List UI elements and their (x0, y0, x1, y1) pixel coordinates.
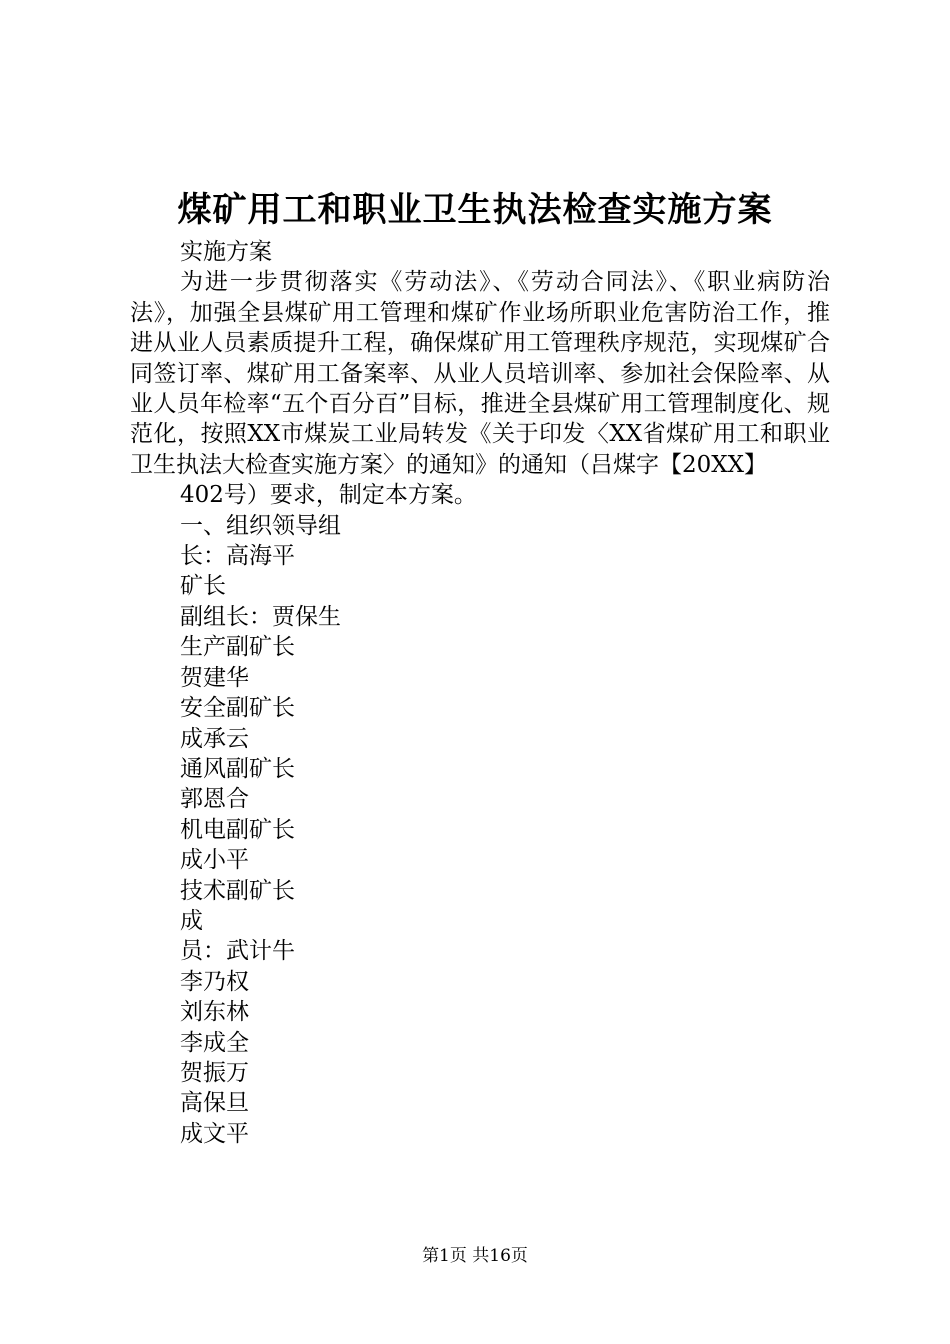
body-line: 生产副矿长 (180, 634, 295, 661)
section-heading: 一、组织领导组 (180, 512, 341, 539)
body-line: 刘东林 (180, 999, 249, 1026)
body-line: 成 (180, 907, 203, 934)
body-line: 成文平 (180, 1120, 249, 1147)
page-footer: 第1页 共16页 (422, 1246, 528, 1266)
body-line: 安全副矿长 (180, 695, 295, 722)
body-line: 李乃权 (180, 968, 249, 995)
body-line: 贺建华 (180, 664, 249, 691)
body-line: 贺振万 (180, 1059, 249, 1086)
body-line: 员：武计牛 (180, 938, 295, 965)
body-line: 长：高海平 (180, 543, 295, 570)
body-line: 402号）要求，制定本方案。 (180, 482, 477, 509)
body-line: 机电副矿长 (180, 816, 295, 843)
body-line: 成小平 (180, 847, 249, 874)
body-line: 副组长：贾保生 (180, 603, 341, 630)
document-title: 煤矿用工和职业卫生执法检查实施方案 (177, 190, 773, 230)
body-line: 高保旦 (180, 1090, 249, 1117)
body-line: 郭恩合 (180, 786, 249, 813)
subtitle-line: 实施方案 (180, 239, 272, 265)
intro-paragraph: 为进一步贯彻落实《劳动法》、《劳动合同法》、《职业病防治法》，加强全县煤矿用工管理和煤矿作业场所职业危害防治工作，推进从业人员素质提升工程，确保煤矿用工管理秩序规范，实现煤矿合同签订率、煤矿用工备案率、从业人员培训率、参加社会保险率、从业人员年检率“五个百分百”目标，推进全县煤矿用工管理制度化、规范化，按照XX市煤炭工业局转发《关于印发〈XX省煤矿用工和职业卫生执法大检查实施方案〉的通知》的通知（吕煤字【20XX】 (130, 269, 830, 478)
body-line: 通风副矿长 (180, 755, 295, 782)
body-line: 矿长 (180, 573, 226, 600)
body-line: 成承云 (180, 725, 249, 752)
body-line: 李成全 (180, 1029, 249, 1056)
document-body (130, 237, 830, 1149)
body-line: 技术副矿长 (180, 877, 295, 904)
